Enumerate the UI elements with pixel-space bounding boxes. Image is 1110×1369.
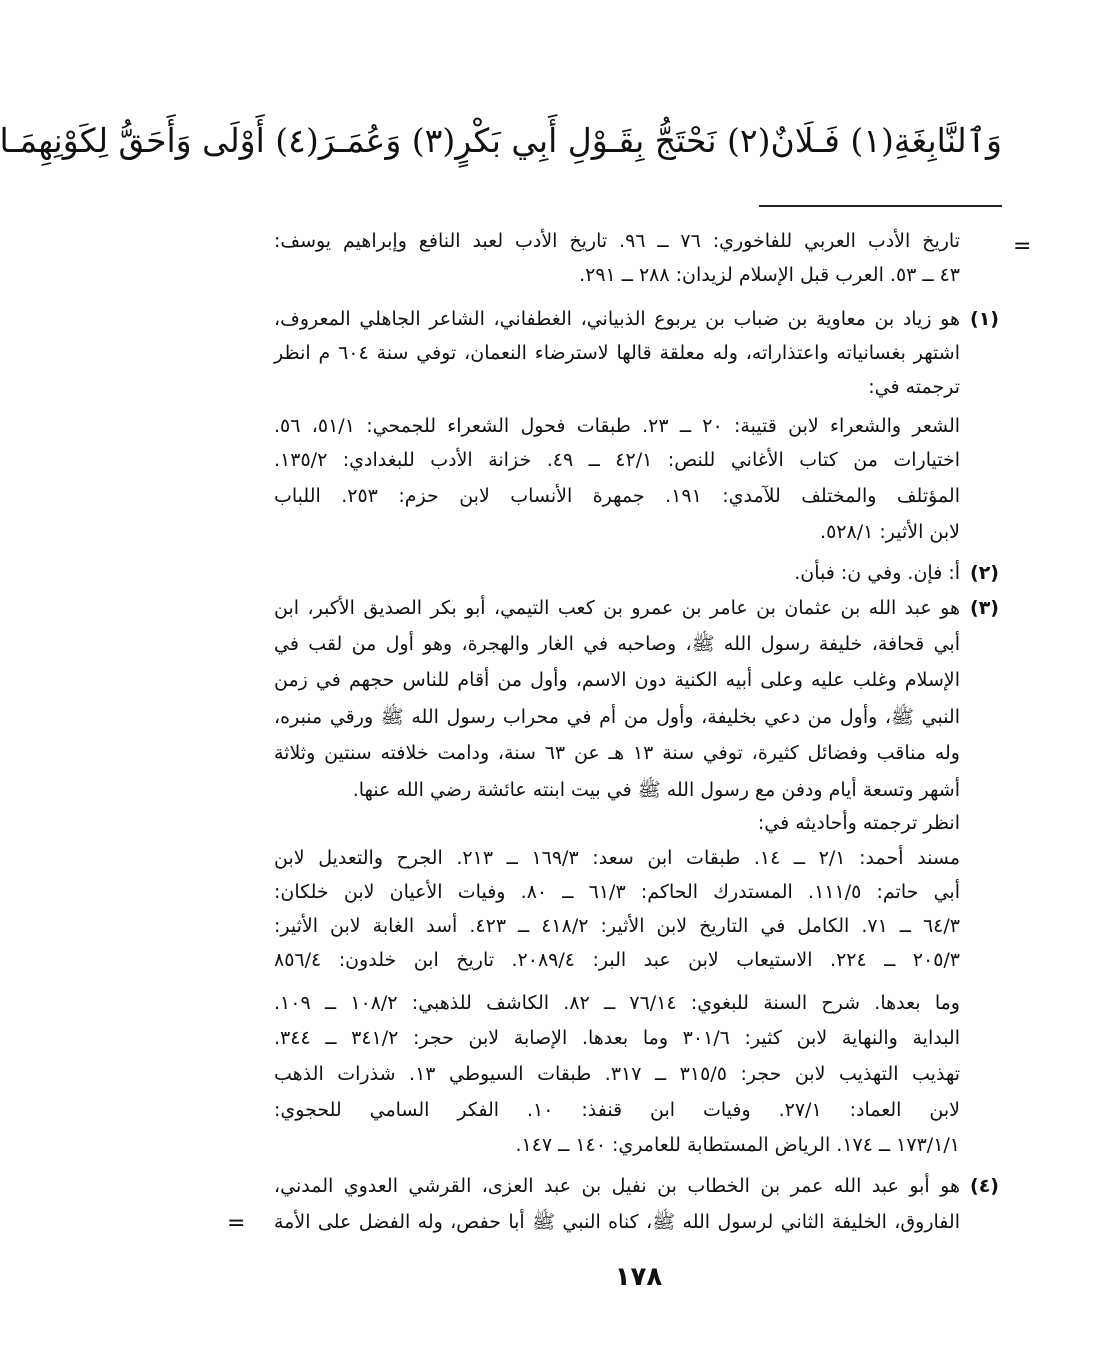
intro-line: ٤٣ ــ ٥٣. العرب قبل الإسلام لزيدان: ٢٨٨ ــ ٢٩١.	[579, 264, 960, 286]
footnote-line: أبي قحافة، خليفة رسول الله ﷺ، وصاحبه في الغار والهجرة، وهو أول من لقب في	[274, 633, 960, 655]
footnote-line: ترجمته في:	[868, 376, 960, 398]
main-verse-line: وَٱلنَّابِغَةِ(١) فَـلَانٌ(٢) نَحْتَجُّ بِقَـوْلِ أَبِي بَكْرٍ(٣) وَعُمَـرَ(٤) أَوْلَى وَأَحَقُّ لِكَوْنِهِمَـا	[0, 121, 1002, 160]
footnote-number: (١)	[970, 308, 999, 330]
continuation-marker-top: =	[1013, 234, 1032, 259]
footnote-line: النبي ﷺ، وأول من دعي بخليفة، وأول من أم في محراب رسول الله ﷺ ورقي منبره،	[274, 706, 960, 728]
footnote-line: انظر ترجمته وأحاديثه في:	[757, 812, 960, 834]
footnote-line: وما بعدها. شرح السنة للبغوي: ٧٦/١٤ ــ ٨٢. الكاشف للذهبي: ١٠٨/٢ ــ ١٠٩.	[274, 992, 960, 1014]
footnote-line: ١٧٣/١/١ ــ ١٧٤. الرياض المستطابة للعامري: ١٤٠ ــ ١٤٧.	[515, 1134, 960, 1156]
footnote-line: المؤتلف والمختلف للآمدي: ١٩١. جمهرة الأنساب لابن حزم: ٢٥٣. اللباب	[274, 485, 960, 507]
footnote-line: أبي حاتم: ١١١/٥. المستدرك الحاكم: ٦١/٣ ــ ٨٠. وفيات الأعيان لابن خلكان:	[274, 881, 960, 903]
footnote-number: (٤)	[970, 1175, 999, 1197]
footnote-line: البداية والنهاية لابن كثير: ٣٠١/٦ وما بعدها. الإصابة لابن حجر: ٣٤١/٢ ــ ٣٤٤.	[274, 1027, 960, 1049]
footnote-line: الشعر والشعراء لابن قتيبة: ٢٠ ــ ٢٣. طبقات فحول الشعراء للجمحي: ٥١/١، ٥٦.	[274, 415, 961, 437]
footnote-line: اختيارات من كتاب الأغاني للنص: ٤٢/١ ــ ٤٩. خزانة الأدب للبغدادي: ١٣٥/٢.	[274, 449, 960, 471]
footnote-line: لابن العماد: ٢٧/١. وفيات ابن قنفذ: ١٠. الفكر السامي للحجوي:	[274, 1099, 960, 1121]
page-number: ١٧٨	[614, 1262, 663, 1292]
footnote-line: اشتهر بغسانياته واعتذاراته، وله معلقة قالها لاسترضاء النعمان، توفي سنة ٦٠٤ م انظر	[274, 342, 960, 364]
footnote-line: لابن الأثير: ٥٢٨/١.	[820, 521, 960, 543]
footnote-number: (٢)	[970, 562, 999, 584]
continuation-marker-bottom: =	[227, 1211, 246, 1236]
footnote-number: (٣)	[970, 597, 999, 619]
footnote-line: هو عبد الله بن عثمان بن عامر بن عمرو بن كعب التيمي، أبو بكر الصديق الأكبر، ابن	[274, 597, 960, 619]
footnote-line: الفاروق، الخليفة الثاني لرسول الله ﷺ، كناه النبي ﷺ أبا حفص، وله الفضل على الأمة	[274, 1211, 960, 1233]
footnote-separator-rule	[759, 205, 1002, 207]
footnote-line: ٦٤/٣ ــ ٧١. الكامل في التاريخ لابن الأثير: ٤١٨/٢ ــ ٤٢٣. أسد الغابة لابن الأثير:	[274, 915, 960, 937]
footnote-line: تهذيب التهذيب لابن حجر: ٣١٥/٥ ــ ٣١٧. طبقات السيوطي ١٣. شذرات الذهب	[274, 1063, 960, 1085]
footnote-line: هو زياد بن معاوية بن ضباب بن يربوع الذبياني، الغطفاني، الشاعر الجاهلي المعروف،	[274, 308, 960, 330]
footnote-line: أشهر وتسعة أيام ودفن مع رسول الله ﷺ في بيت ابنته عائشة رضي الله عنها.	[352, 779, 960, 801]
footnote-line: وله مناقب وفضائل كثيرة، توفي سنة ١٣ هـ عن ٦٣ سنة، ودامت خلافته سنتين وثلاثة	[274, 742, 960, 764]
footnote-line: أ: فإن. وفي ن: فبأن.	[794, 562, 960, 584]
footnote-line: ٢٠٥/٣ ــ ٢٢٤. الاستيعاب لابن عبد البر: ٢٠٨٩/٤. تاريخ ابن خلدون: ٨٥٦/٤	[274, 949, 961, 971]
intro-line: تاريخ الأدب العربي للفاخوري: ٧٦ ــ ٩٦. تاريخ الأدب لعبد النافع وإبراهيم يوسف:	[274, 230, 960, 252]
footnote-line: مسند أحمد: ٢/١ ــ ١٤. طبقات ابن سعد: ١٦٩/٣ ــ ٢١٣. الجرح والتعديل لابن	[274, 847, 960, 869]
footnote-line: الإسلام وغلب عليه وعلى أبيه الكنية دون الاسم، وأول من أقام للناس حجهم في زمن	[274, 669, 960, 691]
footnote-line: هو أبو عبد الله عمر بن الخطاب بن نفيل بن عبد العزى، القرشي العدوي المدني،	[274, 1175, 960, 1197]
